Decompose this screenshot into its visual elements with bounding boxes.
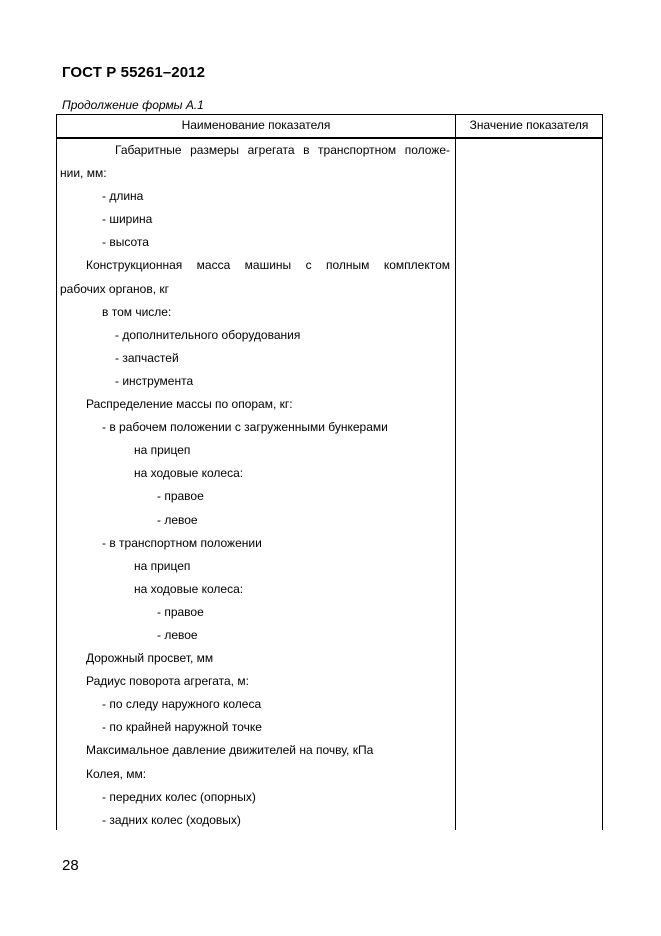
table-row: рабочих органов, кг bbox=[60, 281, 170, 296]
document-header: ГОСТ Р 55261–2012 bbox=[62, 64, 206, 81]
table-top-border bbox=[56, 114, 603, 115]
table-row: Габаритные размеры агрегата в транспортном положе- bbox=[115, 143, 450, 157]
table-row: - по следу наружного колеса bbox=[102, 697, 262, 712]
table-row: Колея, мм: bbox=[86, 766, 147, 781]
table-left-border bbox=[56, 114, 57, 830]
indicator-table bbox=[56, 114, 603, 830]
table-row: - правое bbox=[157, 604, 204, 619]
table-row: - правое bbox=[157, 489, 204, 504]
table-row: на прицеп bbox=[134, 558, 191, 573]
table-row: нии, мм: bbox=[60, 166, 107, 181]
column-header-value: Значение показателя bbox=[469, 118, 589, 132]
table-right-border bbox=[602, 114, 603, 830]
table-row: - в рабочем положении с загруженными бункерами bbox=[102, 420, 388, 435]
table-row: - ширина bbox=[102, 212, 153, 227]
table-row: - по крайней наружной точке bbox=[102, 720, 262, 735]
table-body bbox=[60, 139, 450, 832]
table-row: - передних колес (опорных) bbox=[102, 789, 256, 804]
table-row: Максимальное давление движителей на почву, кПа bbox=[86, 743, 374, 758]
table-row: - левое bbox=[157, 512, 198, 527]
table-row: - инструмента bbox=[115, 373, 194, 388]
table-row: в том числе: bbox=[102, 304, 172, 319]
table-row: на прицеп bbox=[134, 443, 191, 458]
table-column-divider bbox=[455, 114, 456, 830]
table-row: на ходовые колеса: bbox=[134, 581, 244, 596]
table-row: Конструкционная масса машины с полным комплектом bbox=[86, 258, 450, 273]
form-caption: Продолжение формы А.1 bbox=[62, 98, 204, 112]
column-header-name: Наименование показателя bbox=[181, 118, 331, 132]
table-row: Радиус поворота агрегата, м: bbox=[86, 674, 249, 689]
table-row: - в транспортном положении bbox=[102, 535, 262, 550]
table-row: - длина bbox=[102, 189, 144, 204]
table-row: Распределение массы по опорам, кг: bbox=[86, 397, 293, 412]
table-row: - левое bbox=[157, 627, 198, 642]
table-row: - дополнительного оборудования bbox=[115, 327, 301, 342]
table-row: - запчастей bbox=[115, 350, 179, 365]
table-row: - высота bbox=[102, 235, 149, 250]
table-row: Дорожный просвет, мм bbox=[86, 651, 214, 666]
table-row: на ходовые колеса: bbox=[134, 466, 244, 481]
page-number: 28 bbox=[62, 857, 79, 874]
table-row: - задних колес (ходовых) bbox=[102, 812, 241, 827]
